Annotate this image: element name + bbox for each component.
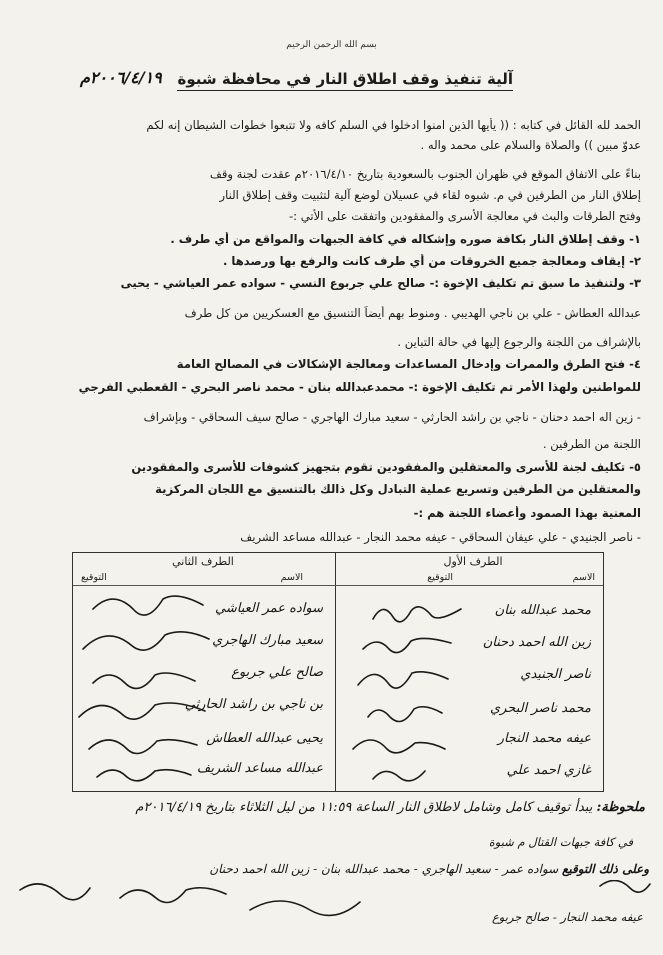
signature-mark	[97, 770, 191, 781]
bottom-signature-scribbles	[0, 880, 663, 950]
second-party-name: سعيد مبارك الهاجري	[212, 633, 323, 648]
body-line: بناءً على الاتفاق الموقع في ظهران الجنوب بالسعودية بتاريخ ٢٠١٦/٤/١٠م عقدت لجنة وقف	[209, 167, 641, 181]
body-line: - ناصر الجنيدي - علي عيفان السحاقي - عيفه محمد النجار - عبدالله مساعد الشريف	[240, 530, 641, 544]
second-party-header: الطرف الثاني	[172, 555, 234, 568]
signature-mark	[79, 703, 205, 719]
first-party-name: ناصر الجنيدي	[520, 667, 591, 682]
note-label: وعلى ذلك التوقيع	[562, 862, 649, 876]
document-title: آلية تنفيذ وقف اطلاق النار في محافظة شبوة	[177, 70, 513, 91]
body-line: للمواطنين ولهذا الأمر تم تكليف الإخوة :- محمدعبدالله بنان - محمد ناصر البحري - القعطبي الفرجي	[78, 380, 641, 394]
second-party-name: عبدالله مساعد الشريف	[196, 761, 323, 776]
body-line: - زين اله احمد دحنان - ناجي بن راشد الحارثي - سعيد مبارك الهاجري - صالح سيف السحاقي - وبإشراف	[143, 410, 641, 424]
second-party-name: صالح علي جربوع	[231, 665, 323, 680]
signature-mark	[363, 638, 451, 652]
signature-table	[72, 552, 604, 792]
signature-mark	[20, 884, 90, 900]
handwritten-date: ٢٠٠٦/٤/١٩م	[80, 68, 162, 87]
signature-column-header: التوقيع	[81, 572, 107, 583]
body-line: عدوّ مبين )) والصلاة والسلام على محمد واله .	[420, 138, 641, 152]
signature-mark	[353, 740, 445, 753]
signature-mark	[600, 880, 650, 892]
handwritten-note: في كافة جبهات القتال م شبوة	[488, 835, 633, 849]
body-line: بالإشراف من اللجنة والرجوع إليها في حالة التباين .	[397, 335, 641, 349]
signature-column-header: التوقيع	[427, 572, 453, 583]
signature-mark	[373, 607, 461, 622]
handwritten-note	[209, 862, 649, 876]
signature-scribbles	[73, 589, 603, 789]
body-line: ١- وقف إطلاق النار بكافة صوره وإشكاله في كافة الجبهات والمواقع من أي طرف .	[170, 232, 641, 246]
body-line: والمعتقلين من الطرفين وتسريع عملية التبادل وكل ذالك بالتنسيق مع اللجان المركزية	[155, 482, 641, 496]
signature-mark	[93, 673, 195, 688]
note-label: ملحوظة:	[596, 800, 645, 815]
second-party-name: يحيى عبدالله العطاش	[206, 731, 323, 746]
signature-mark	[373, 771, 425, 781]
body-line: الحمد لله القائل في كتابه : (( يأيها الذين امنوا ادخلوا في السلم كافه ولا تتبعوا خطوات الشيطان إنه لكم	[146, 118, 641, 132]
first-party-name: زين الله احمد دحنان	[482, 635, 591, 650]
body-line: المعنية بهذا الصمود وأعضاء اللجنة هم :-	[413, 506, 641, 520]
signature-mark	[250, 901, 360, 915]
body-line: ٣- ولتنفيذ ما سبق تم تكليف الإخوة :- صالح علي جربوع النسي - سواده عمر العياشي - يحيى	[120, 276, 641, 290]
body-line: عبدالله العطاش - علي بن ناجي الهديبي . ومنوط بهم أيضاً التنسيق مع العسكريين من كل طرف	[184, 306, 641, 320]
body-line: ٥- تكليف لجنة للأسرى والمعتقلين والمفقودين تقوم بتجهيز كشوفات للأسرى والمفقودين	[131, 460, 641, 474]
first-party-name: محمد ناصر البحري	[490, 701, 591, 716]
handwritten-note	[135, 800, 645, 815]
basmala-header: بسم الله الرحمن الرحيم	[286, 40, 377, 50]
first-party-header: الطرف الأول	[443, 555, 503, 568]
second-party-name: سواده عمر العياشي	[215, 601, 323, 616]
body-line: ٤- فتح الطرق والممرات وإدخال المساعدات ومعالجة الإشكالات في المصالح العامة	[176, 357, 641, 371]
name-column-header: الاسم	[572, 572, 595, 583]
first-party-name: عيفه محمد النجار	[497, 731, 591, 746]
signature-mark	[83, 632, 209, 650]
body-line: اللجنة من الطرفين .	[542, 437, 641, 451]
handwritten-note: عيفه محمد النجار - صالح جربوع	[491, 910, 643, 924]
note-text: يبدأ توقيف كامل وشامل لاطلاق النار الساعة ١١:٥٩ من ليل الثلاثاء بتاريخ ٢٠١٦/٤/١٩م	[135, 800, 593, 815]
body-line: إطلاق النار من الطرفين في م. شبوه لقاء في عسيلان لوضع آلية لتثبيت وقف إطلاق النار	[219, 188, 641, 202]
signature-mark	[89, 740, 197, 754]
signature-mark	[368, 707, 442, 722]
first-party-name: محمد عبدالله بنان	[494, 603, 591, 618]
note-text: سواده عمر - سعيد الهاجري - محمد عبدالله بنان - زين الله احمد دحنان	[209, 862, 559, 876]
name-column-header: الاسم	[280, 572, 303, 583]
body-line: ٢- إيقاف ومعالجة جميع الخروقات من أي طرف كانت والرفع بها ورصدها .	[222, 254, 641, 268]
signature-mark	[93, 596, 203, 615]
body-line: وفتح الطرقات والبث في معالجة الأسرى والمفقودين واتفقت على الأتي :-	[288, 209, 641, 223]
second-party-name: بن ناجي بن راشد الحارثي	[184, 697, 323, 712]
signature-mark	[120, 888, 226, 903]
first-party-name: غازي احمد علي	[506, 763, 591, 778]
signature-mark	[358, 672, 448, 688]
